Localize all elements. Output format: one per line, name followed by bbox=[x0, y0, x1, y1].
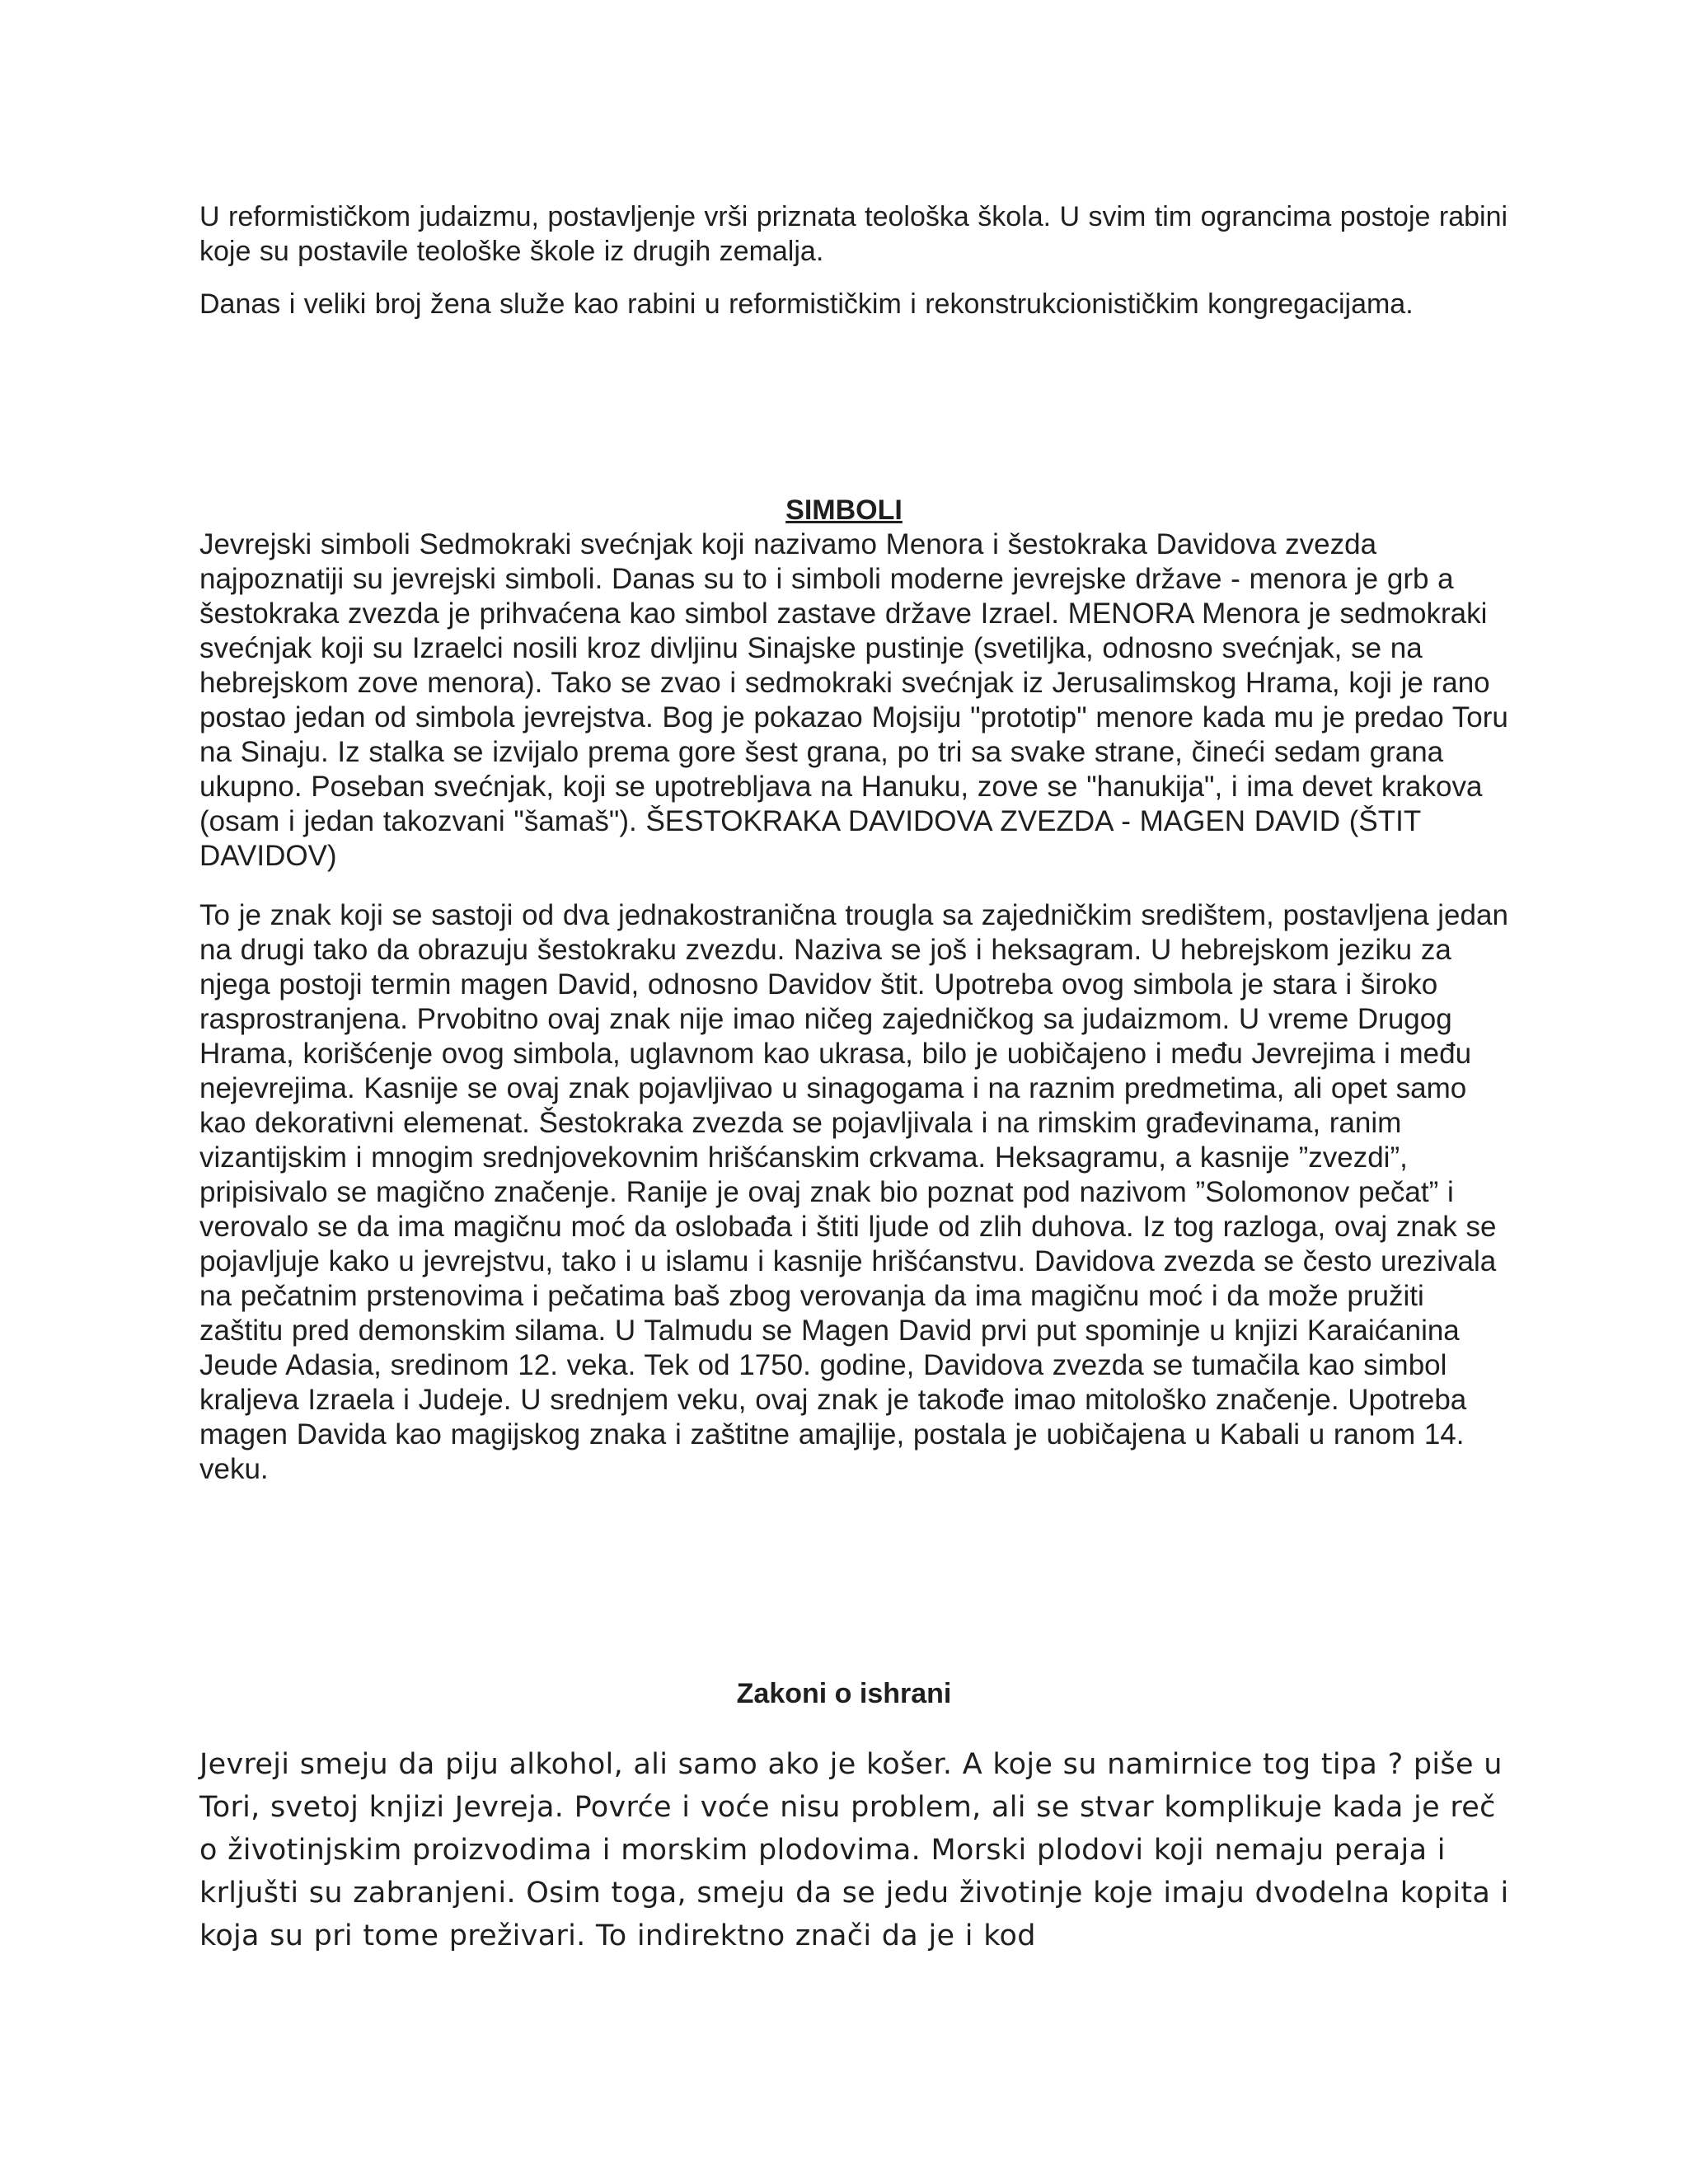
section-heading-zakoni: Zakoni o ishrani bbox=[736, 1678, 952, 1709]
section-heading-simboli: SIMBOLI bbox=[785, 494, 903, 526]
paragraph-simboli-menora: Jevrejski simboli Sedmokraki svećnjak koji nazivamo Menora i šestokraka Davidova zvezda najpoznatiji su jevrejski simboli. Danas su to i simboli moderne jevrejske države - menora je grb a šestokraka zvezda je prihvaćena kao simbol zastave države Izrael. MENORA Menora je sedmokraki svećnjak koji su Izraelci nosili kroz divljinu Sinajske pustinje (svetiljka, odnosno svećnjak, se na hebrejskom zove menora). Tako se zvao i sedmokraki svećnjak iz Jerusalimskog Hrama, koji je rano postao jedan od simbola jevrejstva. Bog je pokazao Mojsiju "prototip" menore kada mu je predao Toru na Sinaju. Iz stalka se izvijalo prema gore šest grana, po tri sa svake strane, čineći sedam grana ukupno. Poseban svećnjak, koji se upotrebljava na Hanuku, zove se "hanukija", i ima devet krakova (osam i jedan takozvani "šamaš"). ŠESTOKRAKA DAVIDOVA ZVEZDA - MAGEN DAVID (ŠTIT DAVIDOV) bbox=[199, 528, 1508, 872]
paragraph-rabbis-reform: U reformističkom judaizmu, postavljenje vrši priznata teološka škola. U svim tim ograncima postoje rabini koje su postavile teološke škole iz drugih zemalja. bbox=[199, 201, 1508, 267]
paragraph-women-rabbis: Danas i veliki broj žena služe kao rabini u reformističkim i rekonstrukcionističkim kongregacijama. bbox=[199, 288, 1414, 320]
paragraph-magen-david: To je znak koji se sastoji od dva jednakostranična trougla sa zajedničkim središtem, postavljena jedan na drugi tako da obrazuju šestokraku zvezdu. Naziva se još i heksagram. U hebrejskom jeziku za njega postoji termin magen David, odnosno Davidov štit. Upotreba ovog simbola je stara i široko rasprostranjena. Prvobitno ovaj znak nije imao ničeg zajedničkog sa judaizmom. U vreme Drugog Hrama, korišćenje ovog simbola, uglavnom kao ukrasa, bilo je uobičajeno i među Jevrejima i među nejevrejima. Kasnije se ovaj znak pojavljivao u sinagogama i na raznim predmetima, ali opet samo kao dekorativni elemenat. Šestokraka zvezda se pojavljivala i na rimskim građevinama, ranim vizantijskim i mnogim srednjovekovnim hrišćanskim crkvama. Heksagramu, a kasnije ”zvezdi”, pripisivalo se magično značenje. Ranije je ovaj znak bio poznat pod nazivom ”Solomonov pečat” i verovalo se da ima magičnu moć da oslobađa i štiti ljude od zlih duhova. Iz tog razloga, ovaj znak se pojavljuje kako u jevrejstvu, tako i u islamu i kasnije hrišćanstvu. Davidova zvezda se često urezivala na pečatnim prstenovima i pečatima baš zbog verovanja da ima magičnu moć i da može pružiti zaštitu pred demonskim silama. U Talmudu se Magen David prvi put spominje u knjizi Karaićanina Jeude Adasia, sredinom 12. veka. Tek od 1750. godine, Davidova zvezda se tumačila kao simbol kraljeva Izraela i Judeje. U srednjem veku, ovaj znak je takođe imao mitološko značenje. Upotreba magen Davida kao magijskog znaka i zaštitne amajlije, postala je uobičajena u Kabali u ranom 14. veku. bbox=[199, 899, 1508, 1485]
paragraph-dietary-laws: Jevreji smeju da piju alkohol, ali samo ako je košer. A koje su namirnice tog tipa ? piše u Tori, svetoj knjizi Jevreja. Povrće i voće nisu problem, ali se stvar komplikuje kada je reč o životinjskim proizvodima i morskim plodovima. Morski plodovi koji nemaju peraja i krljušti su zabranjeni. Osim toga, smeju da se jedu životinje koje imaju dvodelna kopita i koja su pri tome preživari. To indirektno znači da je i kod bbox=[199, 1748, 1509, 1952]
